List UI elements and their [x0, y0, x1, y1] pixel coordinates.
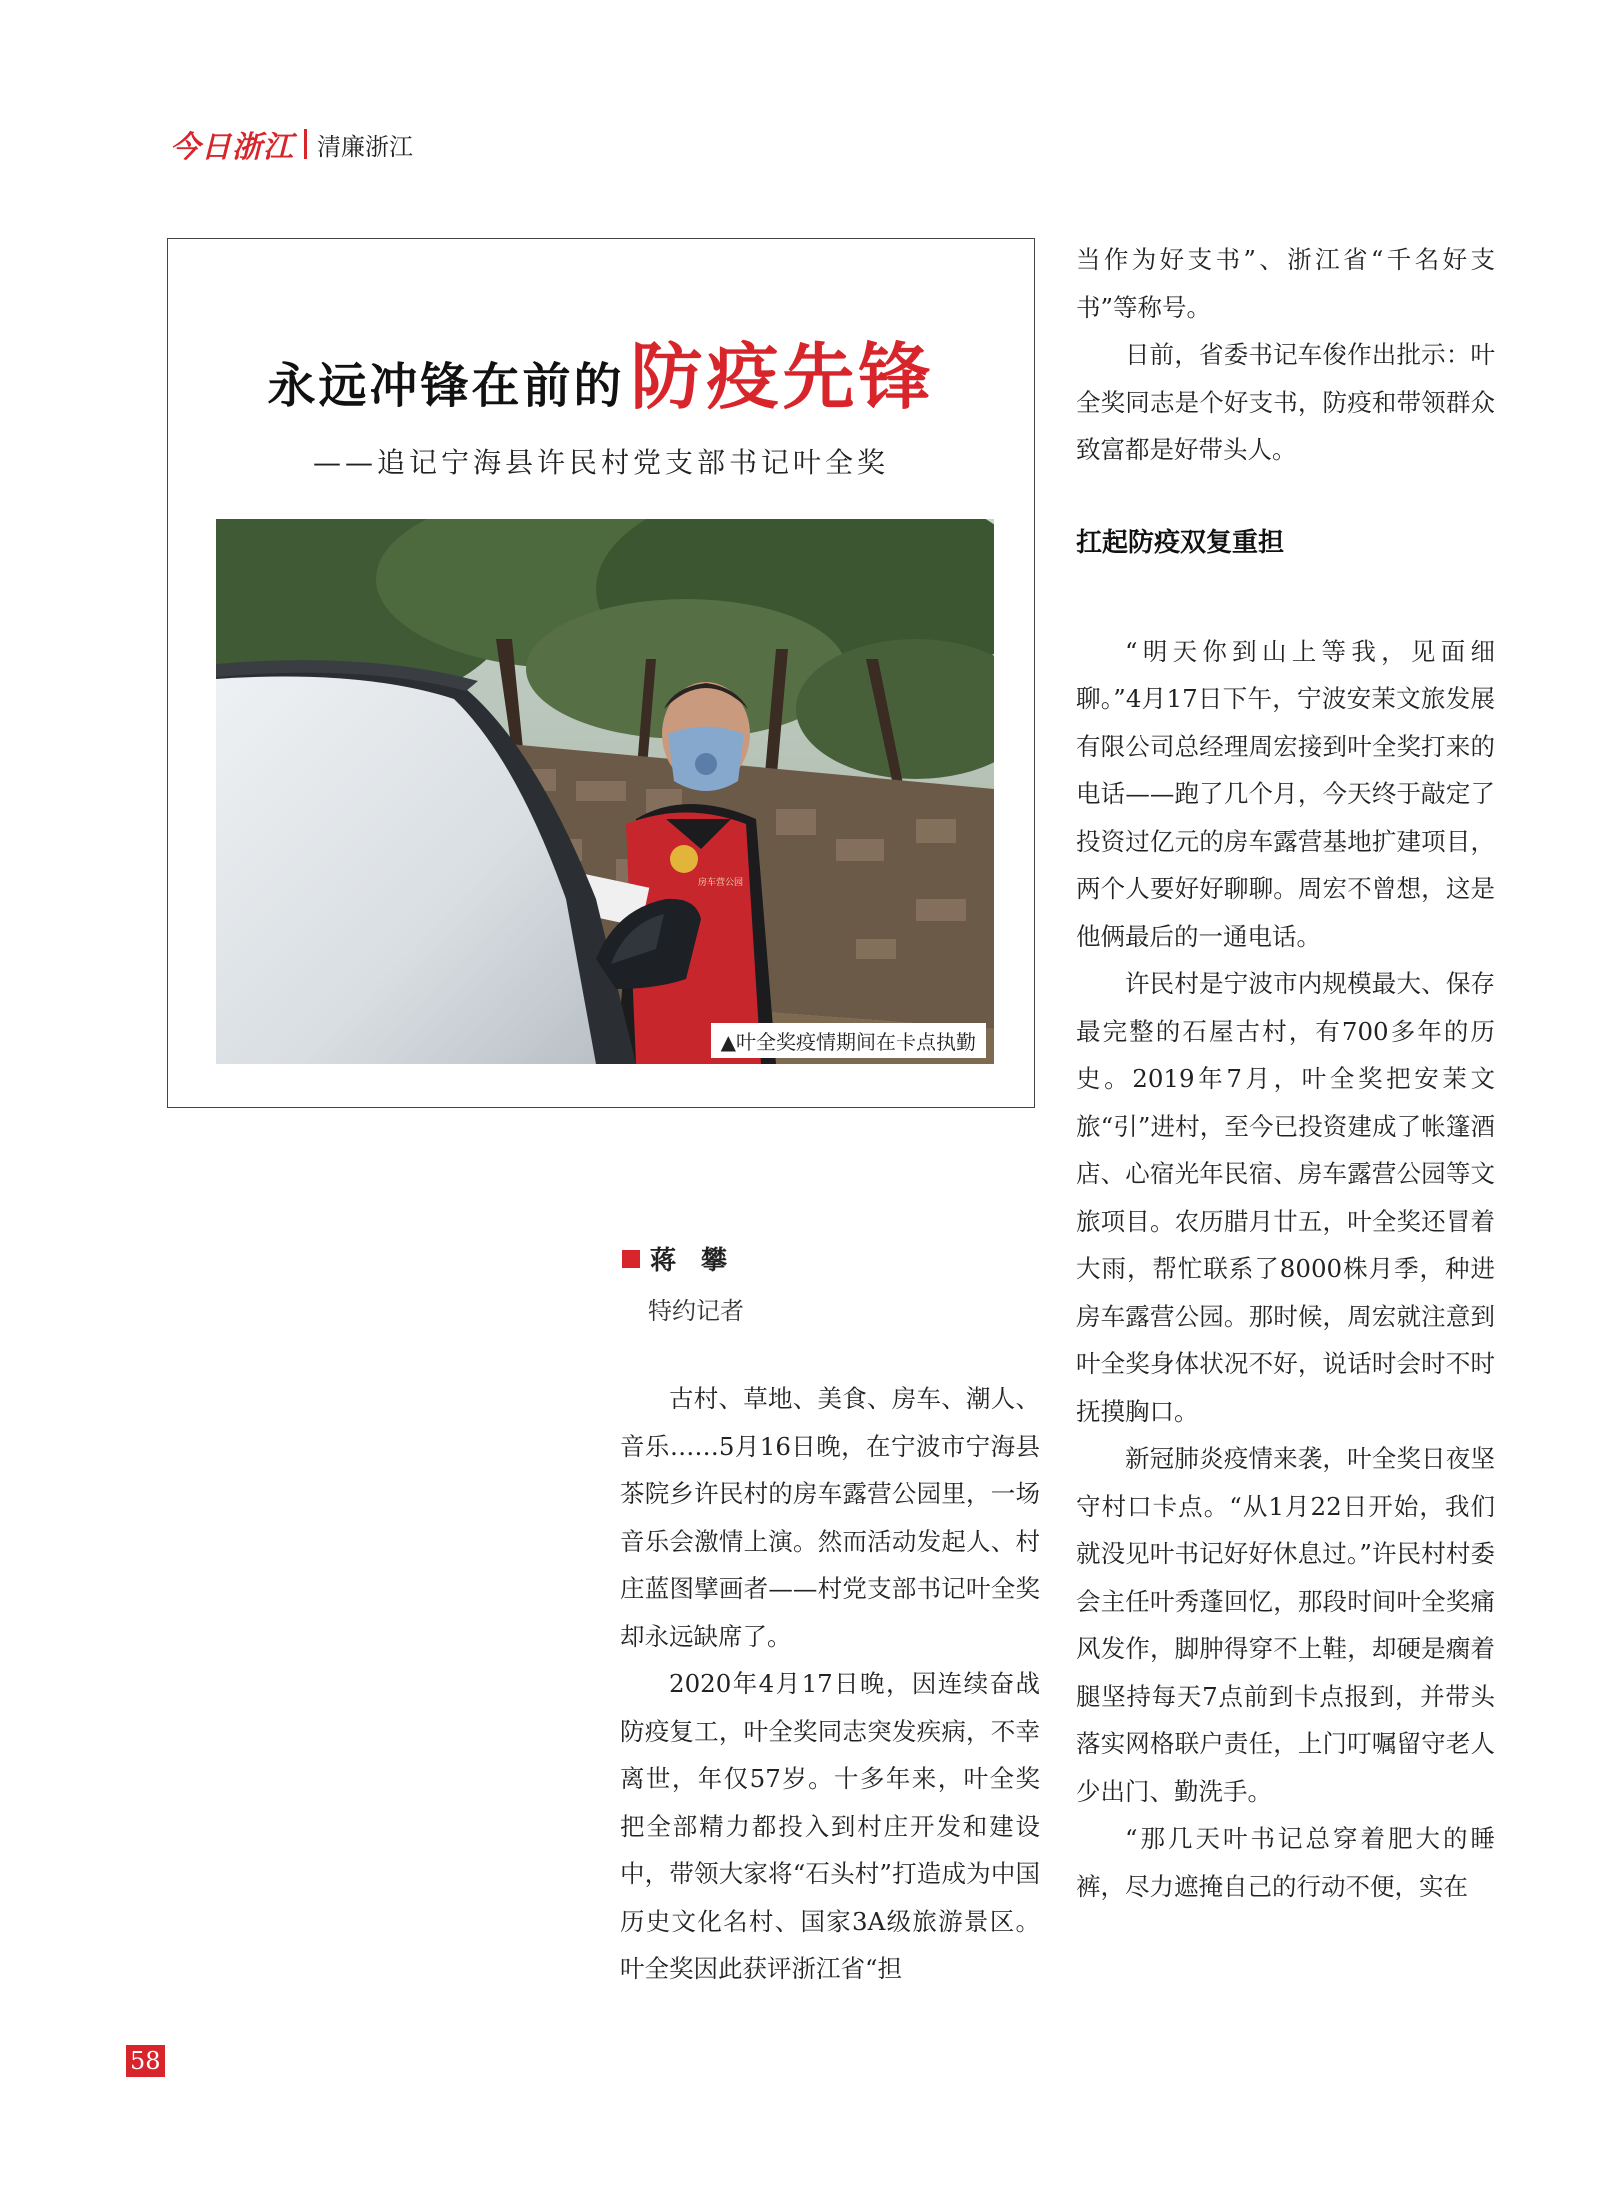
- headline-accent: 防疫先锋: [630, 334, 935, 419]
- right-column: [1076, 236, 1495, 1910]
- page-number: 58: [126, 2045, 165, 2077]
- paragraph: 古村、草地、美食、房车、潮人、音乐……5月16日晚，在宁波市宁海县茶院乡许民村的房车露营公园里，一场音乐会激情上演。然而活动发起人、村庄蓝图擘画者——村党支部书记叶全奖却永远缺席了。: [620, 1384, 1040, 1651]
- author-role: 特约记者: [648, 1297, 744, 1325]
- headline-plain: 永远冲锋在前的: [267, 358, 625, 414]
- byline-name-line: [622, 1240, 744, 1277]
- paragraph-continuation: 当作为好支书”、浙江省“千名好支书”等称号。: [1076, 245, 1495, 322]
- paragraph: 日前，省委书记车俊作出批示：叶全奖同志是个好支书，防疫和带领群众致富都是好带头人。: [1076, 340, 1495, 464]
- checkpoint-photo-illustration: [216, 519, 994, 1064]
- header-divider: [304, 129, 307, 159]
- paragraph: “明天你到山上等我，见面细聊。”4月17日下午，宁波安茉文旅发展有限公司总经理周宏接到叶全奖打来的电话——跑了几个月，今天终于敲定了投资过亿元的房车露营基地扩建项目，两个人要好好聊聊。周宏不曾想，这是他俩最后的一通电话。: [1076, 636, 1495, 951]
- section-heading: 扛起防疫双复重担: [1076, 527, 1285, 558]
- byline: [622, 1240, 744, 1326]
- author-name: 蒋 攀: [650, 1246, 736, 1276]
- paragraph: 许民村是宁波市内规模最大、保存最完整的石屋古村，有700多年的历史。2019年7月，叶全奖把安茉文旅“引”进村，至今已投资建成了帐篷酒店、心宿光年民宿、房车露营公园等文旅项目。农历腊月廿五，叶全奖还冒着大雨，帮忙联系了8000株月季，种进房车露营公园。那时候，周宏就注意到叶全奖身体状况不好，说话时会时不时抚摸胸口。: [1076, 969, 1495, 1426]
- feature-photo: [216, 519, 994, 1064]
- red-square-icon: [622, 1250, 640, 1268]
- feature-box: [167, 238, 1035, 1108]
- paragraph: 新冠肺炎疫情来袭，叶全奖日夜坚守村口卡点。“从1月22日开始，我们就没见叶书记好好休息过。”许民村村委会主任叶秀蓬回忆，那段时间叶全奖痛风发作，脚肿得穿不上鞋，却硬是瘸着腿坚持每天7点前到卡点报到，并带头落实网格联户责任，上门叮嘱留守老人少出门、勤洗手。: [1076, 1444, 1495, 1806]
- subtitle: ——追记宁海县许民村党支部书记叶全奖: [312, 446, 889, 479]
- left-column: [620, 1375, 1040, 1993]
- section-name: 清廉浙江: [317, 132, 413, 161]
- magazine-logo: 今日浙江: [170, 130, 294, 165]
- paragraph: “那几天叶书记总穿着肥大的睡裤，尽力遮掩自己的行动不便，实在: [1076, 1824, 1495, 1901]
- headline: [168, 319, 1034, 423]
- photo-caption: ▲叶全奖疫情期间在卡点执勤: [711, 1023, 986, 1058]
- magazine-header: [170, 122, 413, 166]
- paragraph: 2020年4月17日晚，因连续奋战防疫复工，叶全奖同志突发疾病，不幸离世，年仅57岁。十多年来，叶全奖把全部精力都投入到村庄开发和建设中，带领大家将“石头村”打造成为中国历史文化名村、国家3A级旅游景区。叶全奖因此获评浙江省“担: [620, 1669, 1040, 1983]
- vest-text: 房车营公园: [698, 878, 744, 888]
